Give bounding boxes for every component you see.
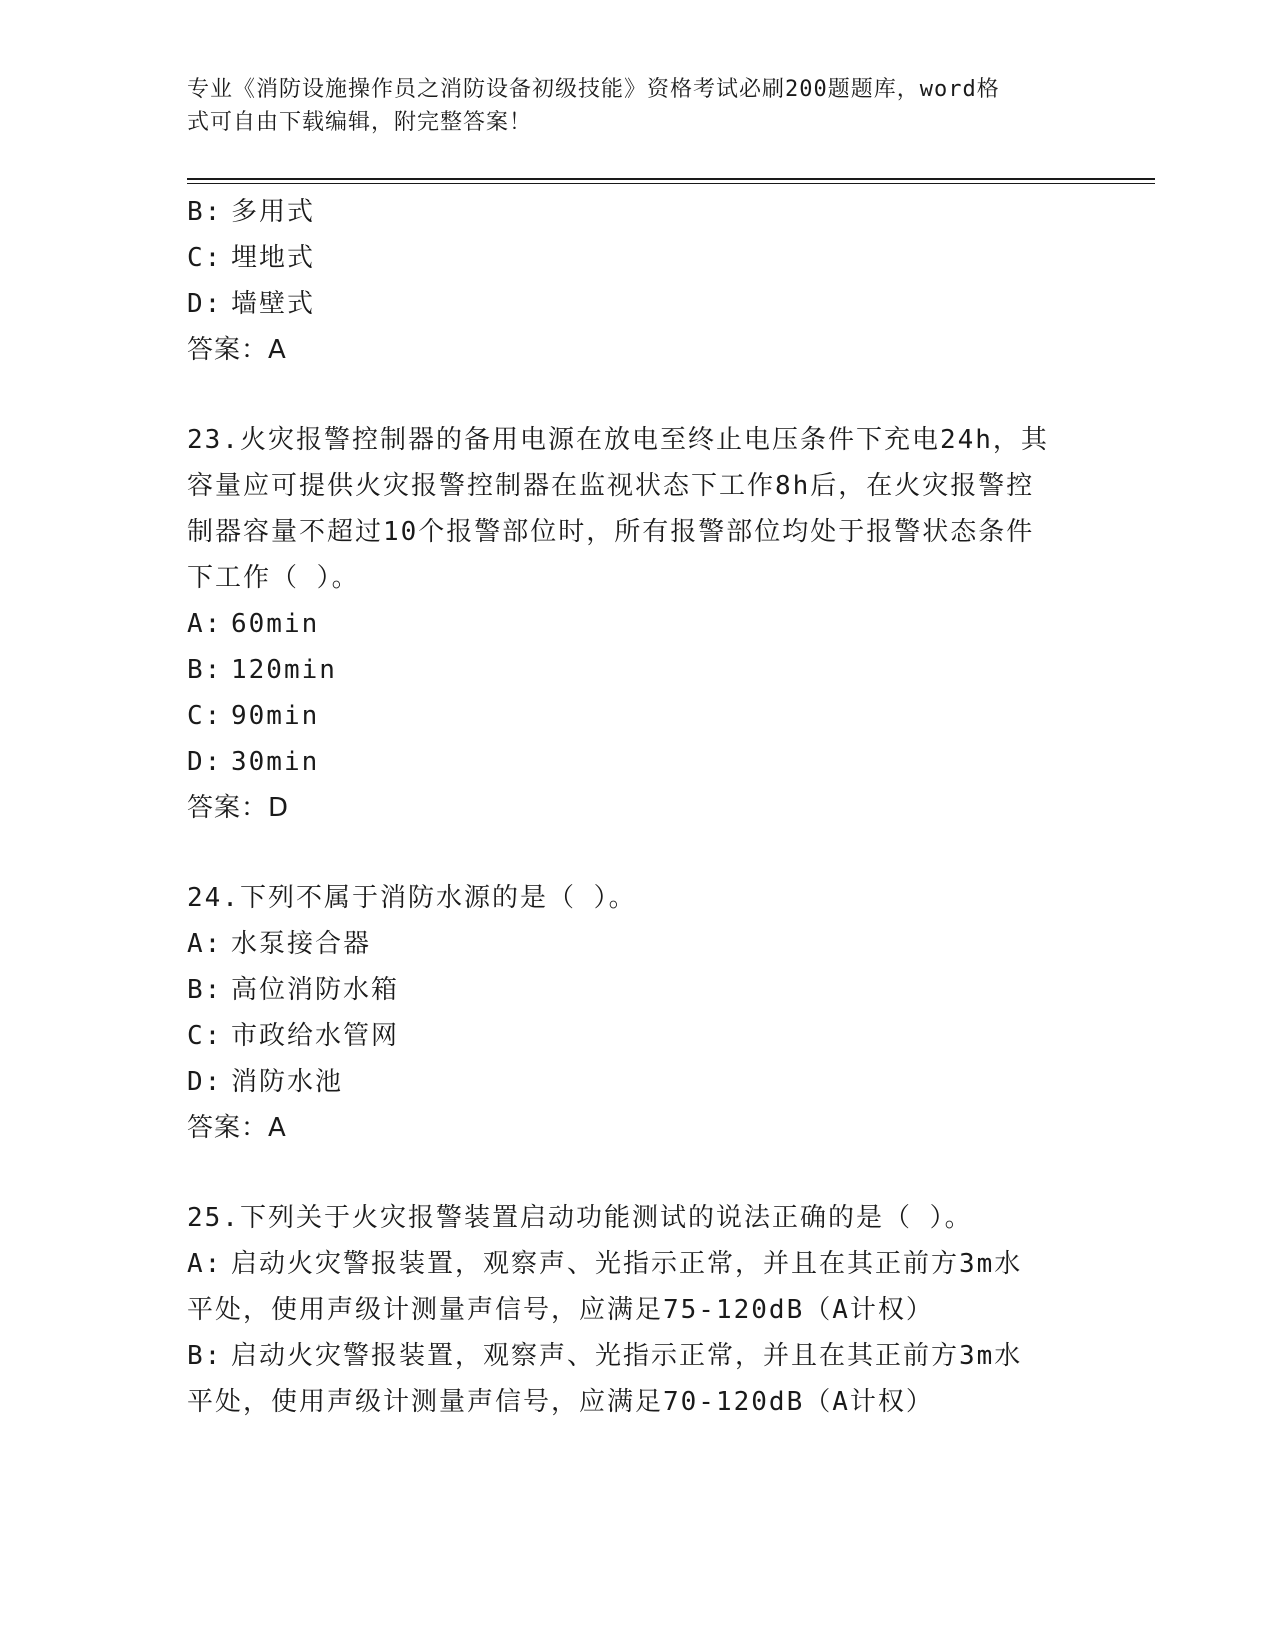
option-d: D: 墙壁式 (187, 289, 316, 319)
question-stem-line: 25.下列关于火灾报警装置启动功能测试的说法正确的是（ ）。 (187, 1203, 973, 1233)
option-b: B: 120min (187, 655, 337, 685)
answer-line: 答案：A (187, 1113, 287, 1143)
option-c: C: 90min (187, 701, 320, 731)
question-23 (187, 417, 1087, 831)
question-gap (187, 831, 1087, 875)
question-stem-line: 下工作（ ）。 (187, 563, 360, 593)
header-line-1: 专业《消防设施操作员之消防设备初级技能》资格考试必刷200题题库，word格 (187, 77, 1000, 102)
option-a: A: 60min (187, 609, 320, 639)
question-gap (187, 373, 1087, 417)
document-header (187, 73, 1067, 139)
question-24 (187, 875, 1087, 1151)
question-stem-line: 容量应可提供火灾报警控制器在监视状态下工作8h后，在火灾报警控 (187, 471, 1035, 501)
option-d: D: 消防水池 (187, 1067, 344, 1097)
header-rule-thin (187, 183, 1155, 184)
question-gap (187, 1151, 1087, 1195)
header-rule-thick (187, 178, 1155, 180)
partial-question (187, 189, 1087, 373)
question-stem-line: 制器容量不超过10个报警部位时，所有报警部位均处于报警状态条件 (187, 517, 1035, 547)
option-c: C: 埋地式 (187, 243, 316, 273)
answer-line: 答案：A (187, 335, 287, 365)
header-line-2: 式可自由下载编辑，附完整答案！ (187, 110, 533, 135)
question-stem-line: 23.火灾报警控制器的备用电源在放电至终止电压条件下充电24h，其 (187, 425, 1049, 455)
option-b-continuation: 平处，使用声级计测量声信号，应满足70-120dB（A计权） (187, 1387, 934, 1417)
option-c: C: 市政给水管网 (187, 1021, 400, 1051)
question-25 (187, 1195, 1087, 1425)
question-stem-line: 24.下列不属于消防水源的是（ ）。 (187, 883, 637, 913)
option-b: B: 高位消防水箱 (187, 975, 400, 1005)
option-b: B: 多用式 (187, 197, 316, 227)
option-a: A: 水泵接合器 (187, 929, 372, 959)
question-content (187, 189, 1087, 1425)
answer-line: 答案：D (187, 793, 290, 823)
option-b: B: 启动火灾警报装置，观察声、光指示正常，并且在其正前方3m水 (187, 1341, 1023, 1371)
option-a: A: 启动火灾警报装置，观察声、光指示正常，并且在其正前方3m水 (187, 1249, 1023, 1279)
option-d: D: 30min (187, 747, 320, 777)
option-a-continuation: 平处，使用声级计测量声信号，应满足75-120dB（A计权） (187, 1295, 934, 1325)
